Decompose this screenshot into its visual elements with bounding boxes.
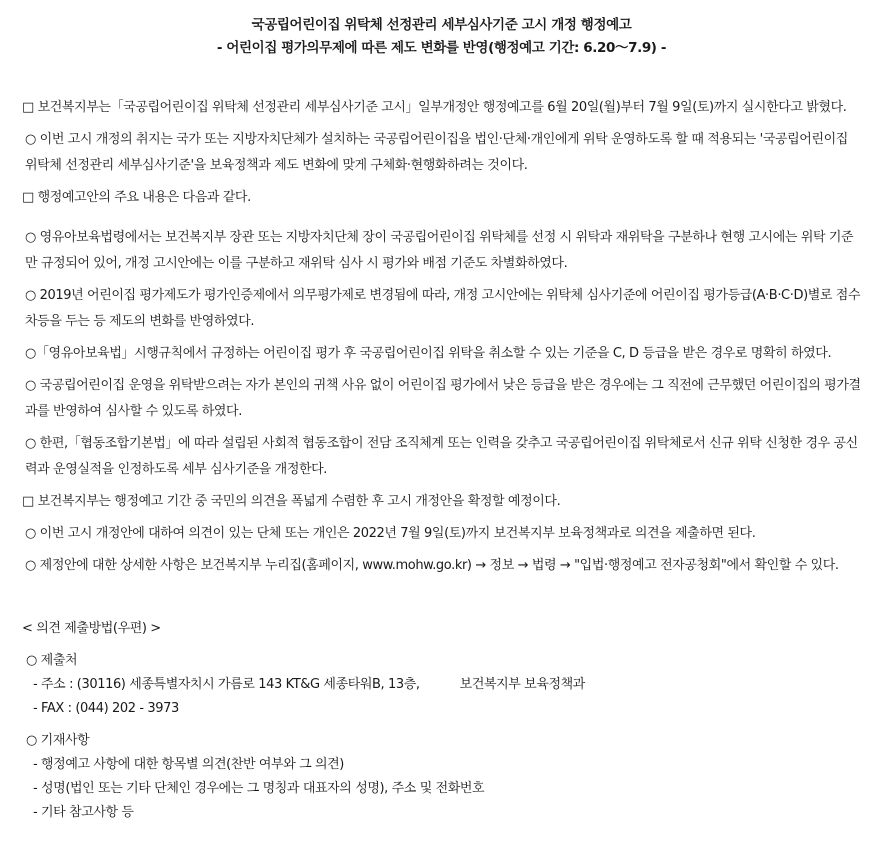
paragraph-item-previous-results: ○ 국공립어린이집 운영을 위탁받으려는 자가 본인의 귀책 사유 없이 어린이집 평가에서 낮은 등급을 받은 경우에는 그 직전에 근무했던 어린이집의 평가결과를 반영하여 심사할 수 있도록 하였다. (25, 378, 861, 419)
paragraph-item-cooperatives: ○ 한편,「협동조합기본법」에 따라 설립된 사회적 협동조합이 전담 조직체계 또는 인력을 갖추고 국공립어린이집 위탁체로서 신규 위탁 신청한 경우 공신력과 운영실적을 인정하도록 세부 심사기준을 개정한다. (25, 436, 858, 477)
recipient-department: 보건복지부 보육정책과 (459, 677, 585, 692)
contents-item: - 기타 참고사항 등 (33, 805, 134, 820)
submission-recipient-block (22, 649, 861, 721)
recipient-address: - 주소 : (30116) 세종특별자치시 가름로 143 KT&G 세종타워B, 13층, (33, 677, 420, 692)
recipient-label: ○ 제출처 (26, 653, 78, 668)
paragraph-item-evaluation-grades: ○ 2019년 어린이집 평가제도가 평가인증제에서 의무평가제로 변경됨에 따라, 개정 고시안에는 위탁체 심사기준에 어린이집 평가등급(A·B·C·D)별로 점수 차등을 두는 등 제도의 변화를 반영하였다. (25, 288, 861, 329)
paragraph-finalization: □ 보건복지부는 행정예고 기간 중 국민의 의견을 폭넓게 수렴한 후 고시 개정안을 확정할 예정이다. (22, 494, 561, 509)
recipient-fax: - FAX : (044) 202 - 3973 (33, 701, 179, 716)
paragraph-purpose: ○ 이번 고시 개정의 취지는 국가 또는 지방자치단체가 설치하는 국공립어린이집을 법인·단체·개인에게 위탁 운영하도록 할 때 적용되는 '국공립어린이집 위탁체 선정관리 세부심사기준'을 보육정책과 제도 변화에 맞게 구체화·현행화하려는 것이다. (25, 132, 848, 173)
contents-item: - 행정예고 사항에 대한 항목별 의견(찬반 여부와 그 의견) (33, 757, 344, 772)
paragraph-item-reentrustment: ○ 영유아보육법령에서는 보건복지부 장관 또는 지방자치단체 장이 국공립어린이집 위탁체를 선정 시 위탁과 재위탁을 구분하나 현행 고시에는 위탁 기준만 규정되어 있어, 개정 고시안에는 이를 구분하고 재위탁 심사 시 평가와 배점 기준도 차별화하였다. (25, 230, 854, 271)
recipient-address-line (22, 673, 861, 697)
paragraph-announcement: □ 보건복지부는「국공립어린이집 위탁체 선정관리 세부심사기준 고시」일부개정안 행정예고를 6월 20일(월)부터 7월 9일(토)까지 실시한다고 밝혔다. (22, 100, 847, 115)
paragraph-opinion-deadline: ○ 이번 고시 개정안에 대하여 의견이 있는 단체 또는 개인은 2022년 7월 9일(토)까지 보건복지부 보육정책과로 의견을 제출하면 된다. (25, 526, 756, 541)
document-subtitle: - 어린이집 평가의무제에 따른 제도 변화를 반영(행정예고 기간: 6.20～7.9) - (216, 40, 667, 56)
submission-contents-block (22, 729, 861, 825)
submission-heading: < 의견 제출방법(우편) > (22, 621, 161, 636)
contents-item: - 성명(법인 또는 기타 단체인 경우에는 그 명칭과 대표자의 성명), 주소 및 전화번호 (33, 781, 485, 796)
document-body (22, 95, 861, 579)
paragraph-main-contents-heading: □ 행정예고안의 주요 내용은 다음과 같다. (22, 190, 251, 205)
paragraph-item-cancellation-criteria: ○「영유아보육법」시행규칙에서 규정하는 어린이집 평가 후 국공립어린이집 위탁을 취소할 수 있는 기준을 C, D 등급을 받은 경우로 명확히 하였다. (25, 346, 832, 361)
document-header (22, 0, 861, 60)
contents-label: ○ 기재사항 (26, 733, 90, 748)
submission-method-section (22, 617, 861, 825)
paragraph-details-link: ○ 제정안에 대한 상세한 사항은 보건복지부 누리집(홈페이지, www.mohw.go.kr) → 정보 → 법령 → "입법·행정예고 전자공청회"에서 확인할 수 있다. (25, 558, 839, 573)
document-title: 국공립어린이집 위탁체 선정관리 세부심사기준 고시 개정 행정예고 (251, 17, 632, 33)
